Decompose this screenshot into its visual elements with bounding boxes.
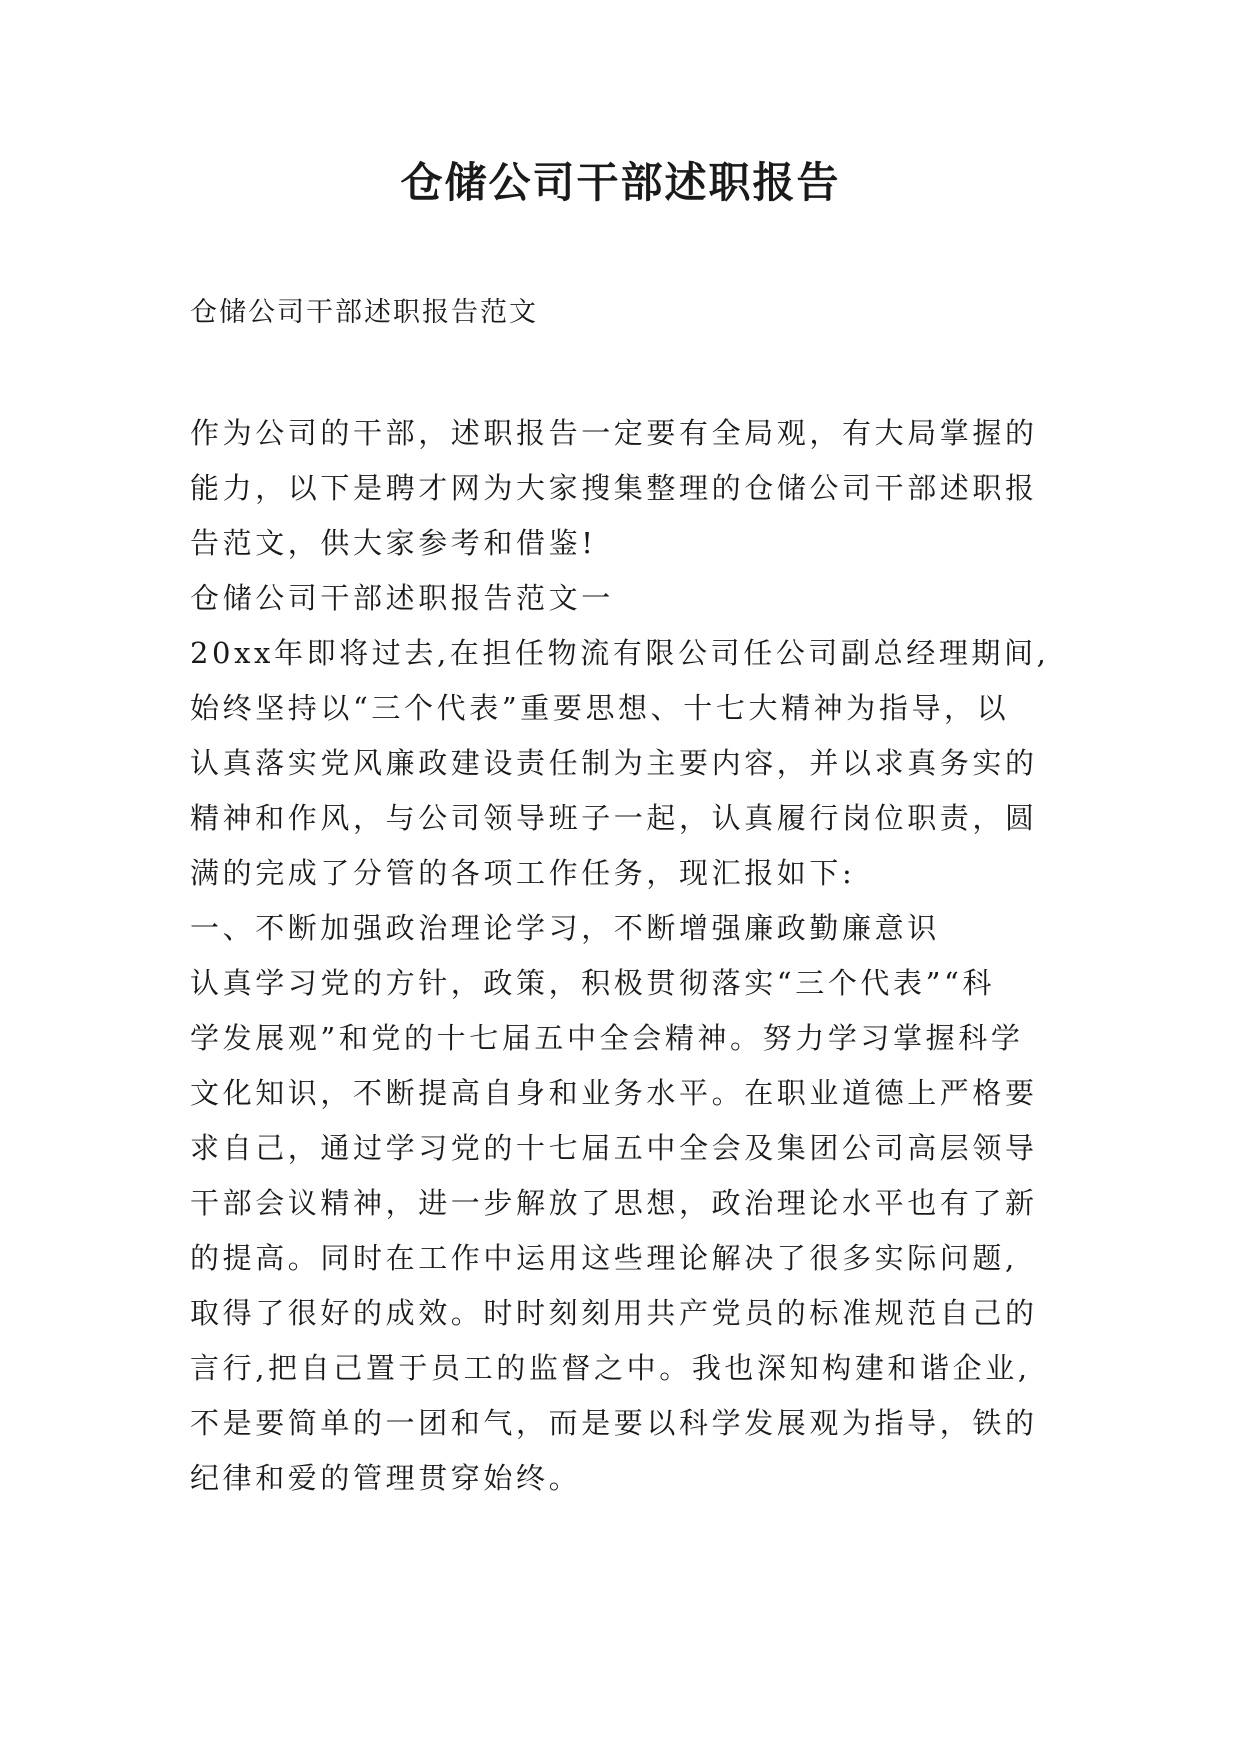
body-line: 认真学习党的方针，政策，积极贯彻落实“三个代表”“科 xyxy=(190,966,996,1000)
document-subtitle: 仓储公司干部述职报告范文 xyxy=(190,297,538,328)
body-line: 始终坚持以“三个代表”重要思想、十七大精神为指导，以 xyxy=(190,691,1010,725)
body-line: 言行,把自己置于员工的监督之中。我也深知构建和谐企业, xyxy=(190,1351,1031,1385)
body-line: 满的完成了分管的各项工作任务，现汇报如下: xyxy=(190,856,856,890)
body-line: 告范文，供大家参考和借鉴! xyxy=(190,526,597,560)
document-title: 仓储公司干部述职报告 xyxy=(400,158,841,207)
section-heading: 一、不断加强政治理论学习，不断增强廉政勤廉意识 xyxy=(190,911,940,945)
body-line: 学发展观”和党的十七届五中全会精神。努力学习掌握科学 xyxy=(190,1021,1024,1055)
document-body xyxy=(190,406,1070,1506)
body-line: 纪律和爱的管理贯穿始终。 xyxy=(190,1461,582,1495)
body-line: 不是要简单的一团和气，而是要以科学发展观为指导，铁的 xyxy=(190,1406,1038,1440)
body-line: 认真落实党风廉政建设责任制为主要内容，并以求真务实的 xyxy=(190,746,1038,780)
body-line: 20xx年即将过去,在担任物流有限公司任公司副总经理期间, xyxy=(190,636,1050,670)
body-line: 取得了很好的成效。时时刻刻用共产党员的标准规范自己的 xyxy=(190,1296,1038,1330)
body-line: 作为公司的干部，述职报告一定要有全局观，有大局掌握的 xyxy=(190,416,1038,450)
body-line: 精神和作风，与公司领导班子一起，认真履行岗位职责，圆 xyxy=(190,801,1038,835)
body-line: 求自己，通过学习党的十七届五中全会及集团公司高层领导 xyxy=(190,1131,1038,1165)
body-line: 能力，以下是聘才网为大家搜集整理的仓储公司干部述职报 xyxy=(190,471,1038,505)
body-line: 干部会议精神，进一步解放了思想，政治理论水平也有了新 xyxy=(190,1186,1038,1220)
section-heading: 仓储公司干部述职报告范文一 xyxy=(190,581,614,615)
body-line: 的提高。同时在工作中运用这些理论解决了很多实际问题, xyxy=(190,1241,1018,1275)
body-line: 文化知识，不断提高自身和业务水平。在职业道德上严格要 xyxy=(190,1076,1038,1110)
